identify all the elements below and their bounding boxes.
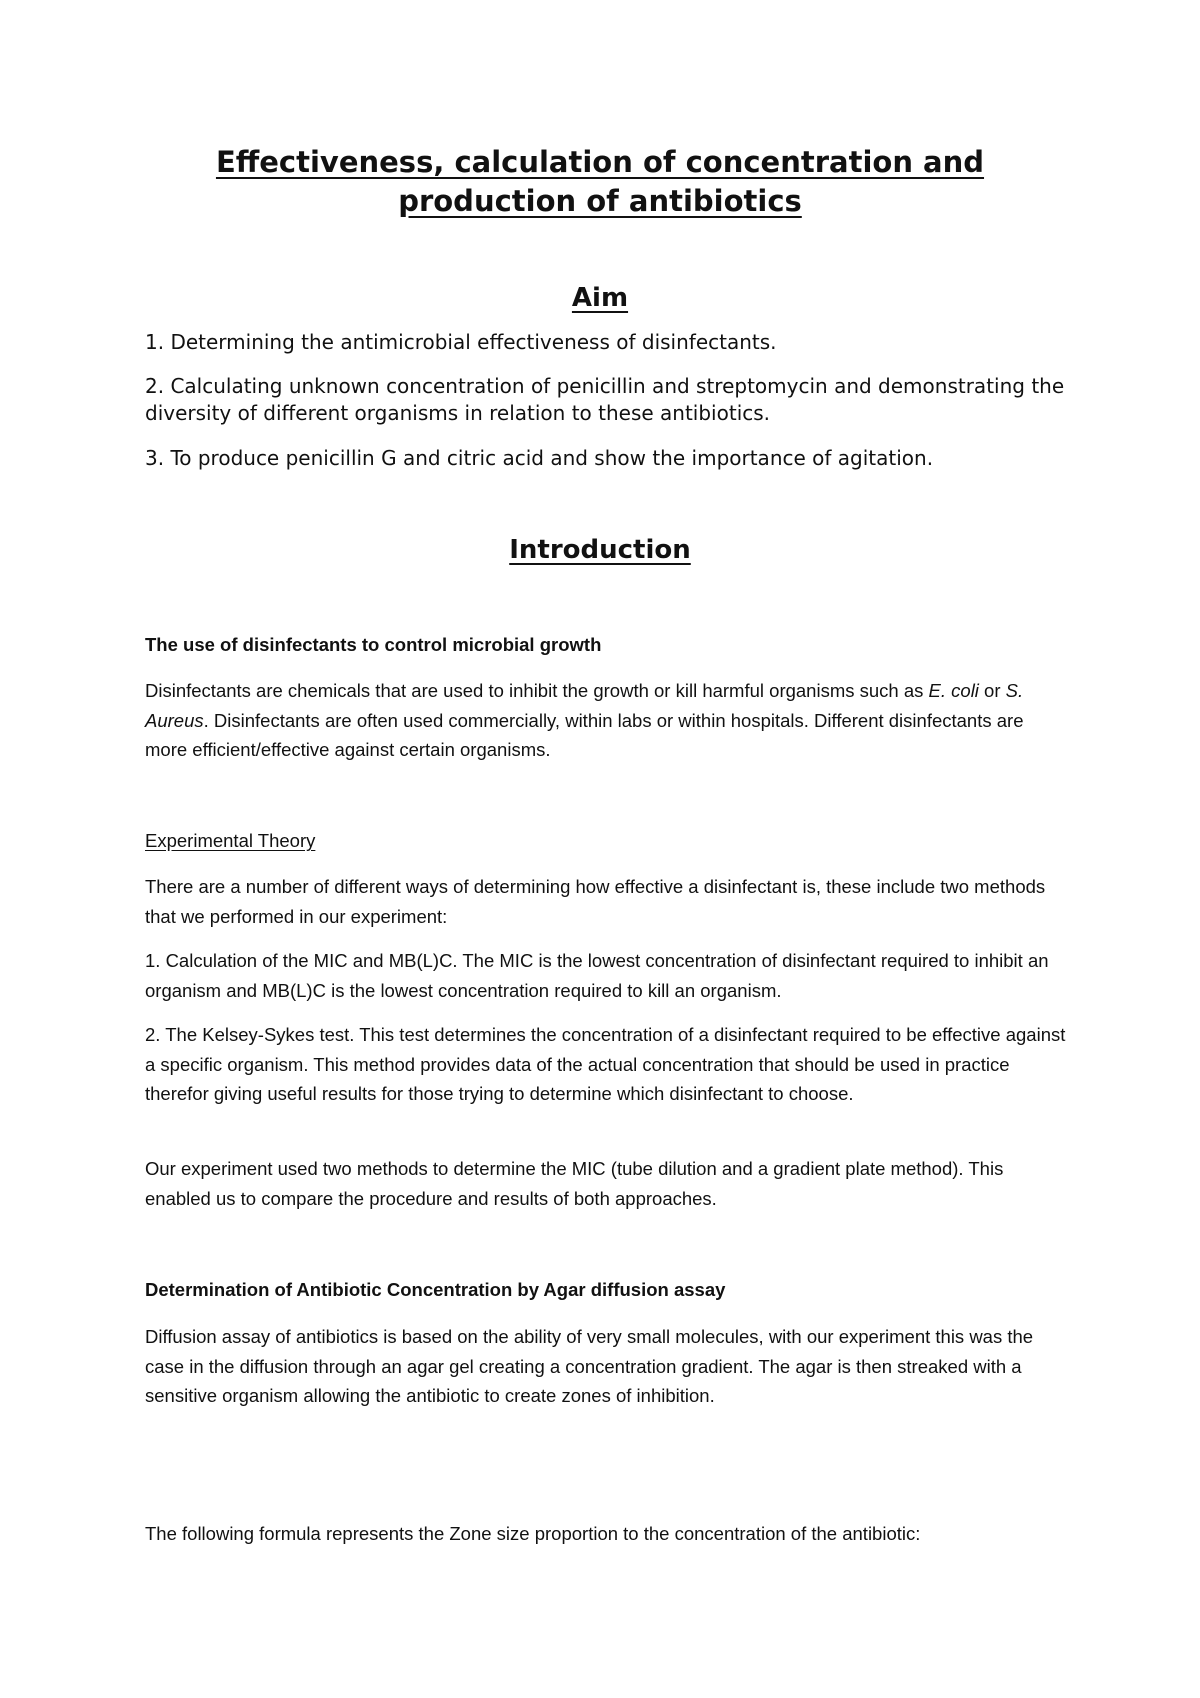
- paragraph-formula-intro: The following formula represents the Zone size proportion to the concentration of the antibiotic:: [145, 1523, 921, 1544]
- aim-heading: Aim: [571, 283, 629, 313]
- paragraph-agar-diffusion: Diffusion assay of antibiotics is based on the ability of very small molecules, with our experiment this was the case in the diffusion through an agar gel creating a concentration gradient. The agar is then streaked with a sensitive organism allowing the antibiotic to create zones of inhibition.: [145, 1326, 1034, 1406]
- section-heading-disinfectants: The use of disinfectants to control microbial growth: [145, 634, 602, 655]
- section-heading-agar-diffusion: Determination of Antibiotic Concentration by Agar diffusion assay: [145, 1279, 726, 1300]
- paragraph-text: . Disinfectants are often used commercially, within labs or within hospitals. Different disinfectants are more efficient/effective against certain organisms.: [145, 709, 1024, 760]
- list-item-kelsey-sykes: 2. The Kelsey-Sykes test. This test determines the concentration of a disinfectant required to be effective against a specific organism. This method provides data of the actual concentration that should be used in practice therefor giving useful results for those trying to determine which disinfectant to choose.: [145, 1024, 1066, 1104]
- aim-item-1: 1. Determining the antimicrobial effectiveness of disinfectants.: [145, 330, 777, 354]
- paragraph-text: Disinfectants are chemicals that are used to inhibit the growth or kill harmful organisms such as: [145, 680, 929, 701]
- list-item-mic: 1. Calculation of the MIC and MB(L)C. The MIC is the lowest concentration of disinfectant required to inhibit an organism and MB(L)C is the lowest concentration required to kill an organism.: [145, 950, 1049, 1001]
- organism-name-ecoli: E. coli: [928, 680, 979, 701]
- section-heading-experimental-theory: Experimental Theory: [145, 830, 316, 851]
- aim-item-3: 3. To produce penicillin G and citric acid and show the importance of agitation.: [145, 446, 934, 470]
- paragraph-disinfectants: [145, 676, 1070, 765]
- introduction-heading: Introduction: [509, 535, 691, 565]
- aim-item-2: 2. Calculating unknown concentration of penicillin and streptomycin and demonstrating the diversity of different organisms in relation to these antibiotics.: [145, 374, 1065, 425]
- paragraph-text: or: [978, 680, 1006, 701]
- paragraph-experimental-theory: There are a number of different ways of determining how effective a disinfectant is, these include two methods that we performed in our experiment:: [145, 876, 1046, 927]
- organism-name-saureus: S. Aureus: [145, 680, 1024, 731]
- document-title-line-2: production of antibiotics: [398, 184, 802, 218]
- paragraph-mic-methods: Our experiment used two methods to determine the MIC (tube dilution and a gradient plate method). This enabled us to compare the procedure and results of both approaches.: [145, 1158, 1004, 1209]
- document-title-line-1: Effectiveness, calculation of concentration and: [215, 145, 985, 179]
